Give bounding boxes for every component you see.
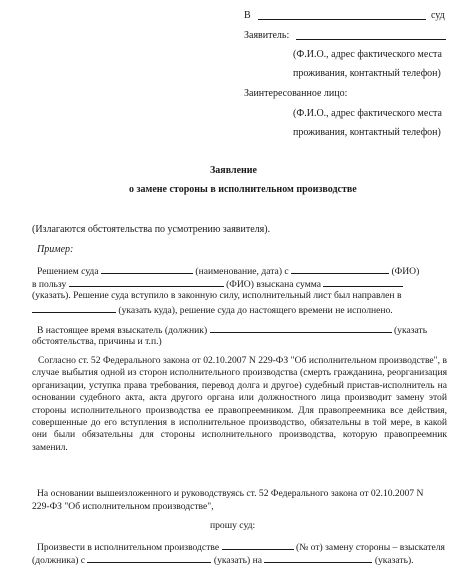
interested-label: Заинтересованное лицо: [244, 88, 348, 99]
p5-d: (указать) на [213, 555, 262, 566]
intro-text: (Излагаются обстоятельства по усмотрению заявителя). [32, 224, 271, 235]
applicant-blank [296, 39, 446, 40]
p5-line1 [37, 540, 445, 554]
p1-blank-where [32, 303, 116, 313]
p4-line1: На основании вышеизложенного и руководствуясь ст. 52 Федерального закона от 02.10.2007 N [37, 488, 424, 499]
p2-line2 [32, 336, 162, 348]
p1-blank-fio1 [291, 264, 389, 274]
p2-a: В настоящее время взыскатель (должник) [37, 325, 208, 336]
p1-line4 [32, 303, 393, 317]
p1-a: Решением суда [37, 266, 99, 277]
p3-paragraph: Согласно ст. 52 Федерального закона от 02.10.2007 N 229-ФЗ "Об исполнительном производстве", в случае выбытия одной из сторон исполнительного производства (смерть гражданина, реорганизация организации, уступка права требования, перевод долга и другое) судебный пристав-исполнитель на основании судебного акта, акта другого органа или должностного лица производит замену этой стороны исполнительного производства ее правопреемником. Для правопреемника все действия, совершенные до его вступления в исполнительное производство, обязательны в той мере, в какой они были обязательны для стороны исполнительного производства, которую правопреемник заменил. [32, 355, 447, 453]
p2-blank [210, 323, 392, 333]
p2-line1 [37, 323, 427, 337]
p1-line1 [37, 264, 419, 278]
court-prefix: В [244, 10, 251, 21]
p2-b: (указать [393, 325, 428, 336]
example-label: Пример: [37, 244, 74, 255]
court-name-blank [258, 19, 426, 20]
p1-e: (ФИО) взыскана сумма [226, 279, 322, 290]
p5-c: (должника) с [32, 555, 86, 566]
interested-hint-2: проживания, контактный телефон) [293, 127, 441, 138]
p1-blank-fio2 [69, 277, 224, 287]
p4-line2: 229-ФЗ "Об исполнительном производстве", [32, 501, 214, 512]
document-title: Заявление [210, 165, 257, 176]
applicant-label: Заявитель: [244, 30, 290, 41]
court-suffix: суд [431, 10, 445, 21]
p5-a: Произвести в исполнительном производстве [37, 542, 220, 553]
p1-g: (указать куда), решение суда до настоящего времени не исполнено. [118, 305, 393, 316]
applicant-hint-2: проживания, контактный телефон) [293, 68, 441, 79]
p5-line2 [32, 553, 414, 567]
p1-d: в пользу [32, 279, 67, 290]
p5-blank-from [87, 553, 211, 563]
p1-line3 [32, 290, 402, 302]
p5-b: (№ от) замену стороны – взыскателя [295, 542, 445, 553]
interested-hint-1: (Ф.И.О., адрес фактического места [293, 108, 442, 119]
p5-blank-to [264, 553, 372, 563]
document-subtitle: о замене стороны в исполнительном производстве [129, 184, 357, 195]
p2-c: обстоятельства, причины и т.п.) [32, 336, 162, 347]
ask-line: прошу суд: [210, 520, 256, 531]
p5-blank-number [222, 540, 294, 550]
p1-blank-court [101, 264, 193, 274]
p1-f: (указать). Решение суда вступило в законную силу, исполнительный лист был направлен в [32, 290, 402, 301]
p1-b: (наименование, дата) с [195, 266, 289, 277]
p5-e: (указать). [374, 555, 414, 566]
court-line [244, 10, 251, 22]
p1-c: (ФИО) [391, 266, 420, 277]
p1-blank-sum [323, 277, 403, 287]
p1-line2 [32, 277, 403, 291]
applicant-hint-1: (Ф.И.О., адрес фактического места [293, 49, 442, 60]
